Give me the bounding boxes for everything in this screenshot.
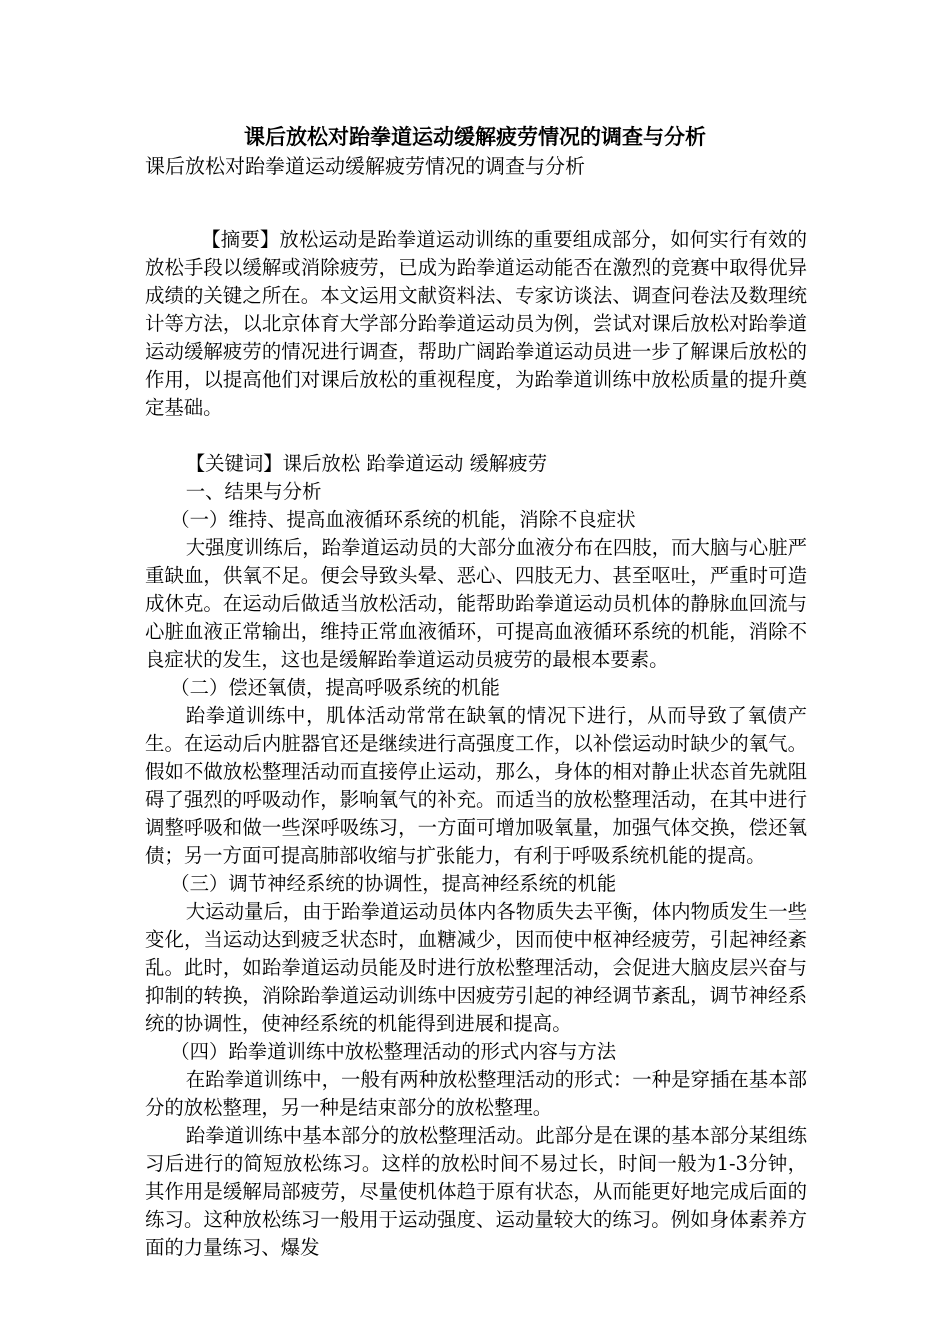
- paragraph-1: 大强度训练后，跆拳道运动员的大部分血液分布在四肢，而大脑与心脏严重缺血，供氧不足。便会导致头晕、恶心、四肢无力、甚至呕吐，严重时可造成休克。在运动后做适当放松活动，能帮助跆拳道运动员机体的静脉血回流与心脏血液正常输出，维持正常血液循环，可提高血液循环系统的机能，消除不良症状的发生，这也是缓解跆拳道运动员疲劳的最根本要素。: [145, 536, 807, 671]
- section-heading: 一、结果与分析: [185, 480, 322, 503]
- document-title: 课后放松对跆拳道运动缓解疲劳情况的调查与分析: [244, 124, 706, 149]
- paragraph-4b: 跆拳道训练中基本部分的放松整理活动。此部分是在课的基本部分某组练习后进行的简短放松练习。这样的放松时间不易过长，时间一般为1-3分钟，其作用是缓解局部疲劳，尽量使机体趋于原有状态，从而能更好地完成后面的练习。这种放松练习一般用于运动强度、运动量较大的练习。例如身体素养方面的力量练习、爆发: [145, 1124, 807, 1259]
- paragraph-4a: 在跆拳道训练中，一般有两种放松整理活动的形式：一种是穿插在基本部分的放松整理，另一种是结束部分的放松整理。: [145, 1068, 807, 1119]
- subsection-heading-3: （三）调节神经系统的协调性，提高神经系统的机能: [170, 872, 617, 895]
- spacer: [145, 422, 807, 450]
- paragraph-2: 跆拳道训练中，肌体活动常常在缺氧的情况下进行，从而导致了氧债产生。在运动后内脏器官还是继续进行高强度工作，以补偿运动时缺少的氧气。假如不做放松整理活动而直接停止运动，那么，身体的相对静止状态首先就阻碍了强烈的呼吸动作，影响氧气的补充。而适当的放松整理活动，在其中进行调整呼吸和做一些深呼吸练习，一方面可增加吸氧量，加强气体交换，偿还氧债；另一方面可提高肺部收缩与扩张能力，有利于呼吸系统机能的提高。: [145, 704, 807, 867]
- paragraph-3: 大运动量后，由于跆拳道运动员体内各物质失去平衡，体内物质发生一些变化，当运动达到疲乏状态时，血糖减少，因而使中枢神经疲劳，引起神经紊乱。此时，如跆拳道运动员能及时进行放松整理活动，会促进大脑皮层兴奋与抑制的转换，消除跆拳道运动训练中因疲劳引起的神经调节紊乱，调节神经系统的协调性，使神经系统的机能得到进展和提高。: [145, 900, 807, 1035]
- subsection-heading-4: （四）跆拳道训练中放松整理活动的形式内容与方法: [170, 1040, 617, 1063]
- keywords-line: 【关键词】课后放松 跆拳道运动 缓解疲劳: [185, 452, 548, 475]
- subsection-heading-1: （一）维持、提高血液循环系统的机能，消除不良症状: [170, 508, 636, 531]
- subsection-heading-2: （二）偿还氧债，提高呼吸系统的机能: [170, 676, 500, 699]
- document-body: [145, 198, 807, 1262]
- spacer: [145, 198, 807, 226]
- abstract-paragraph: 【摘要】放松运动是跆拳道运动训练的重要组成部分，如何实行有效的放松手段以缓解或消除疲劳，已成为跆拳道运动能否在激烈的竞赛中取得优异成绩的关键之所在。本文运用文献资料法、专家访谈法、调查问卷法及数理统计等方法，以北京体育大学部分跆拳道运动员为例，尝试对课后放松对跆拳道运动缓解疲劳的情况进行调查，帮助广阔跆拳道运动员进一步了解课后放松的作用，以提高他们对课后放松的重视程度，为跆拳道训练中放松质量的提升奠定基础。: [145, 228, 807, 419]
- document-subtitle: 课后放松对跆拳道运动缓解疲劳情况的调查与分析: [145, 154, 585, 178]
